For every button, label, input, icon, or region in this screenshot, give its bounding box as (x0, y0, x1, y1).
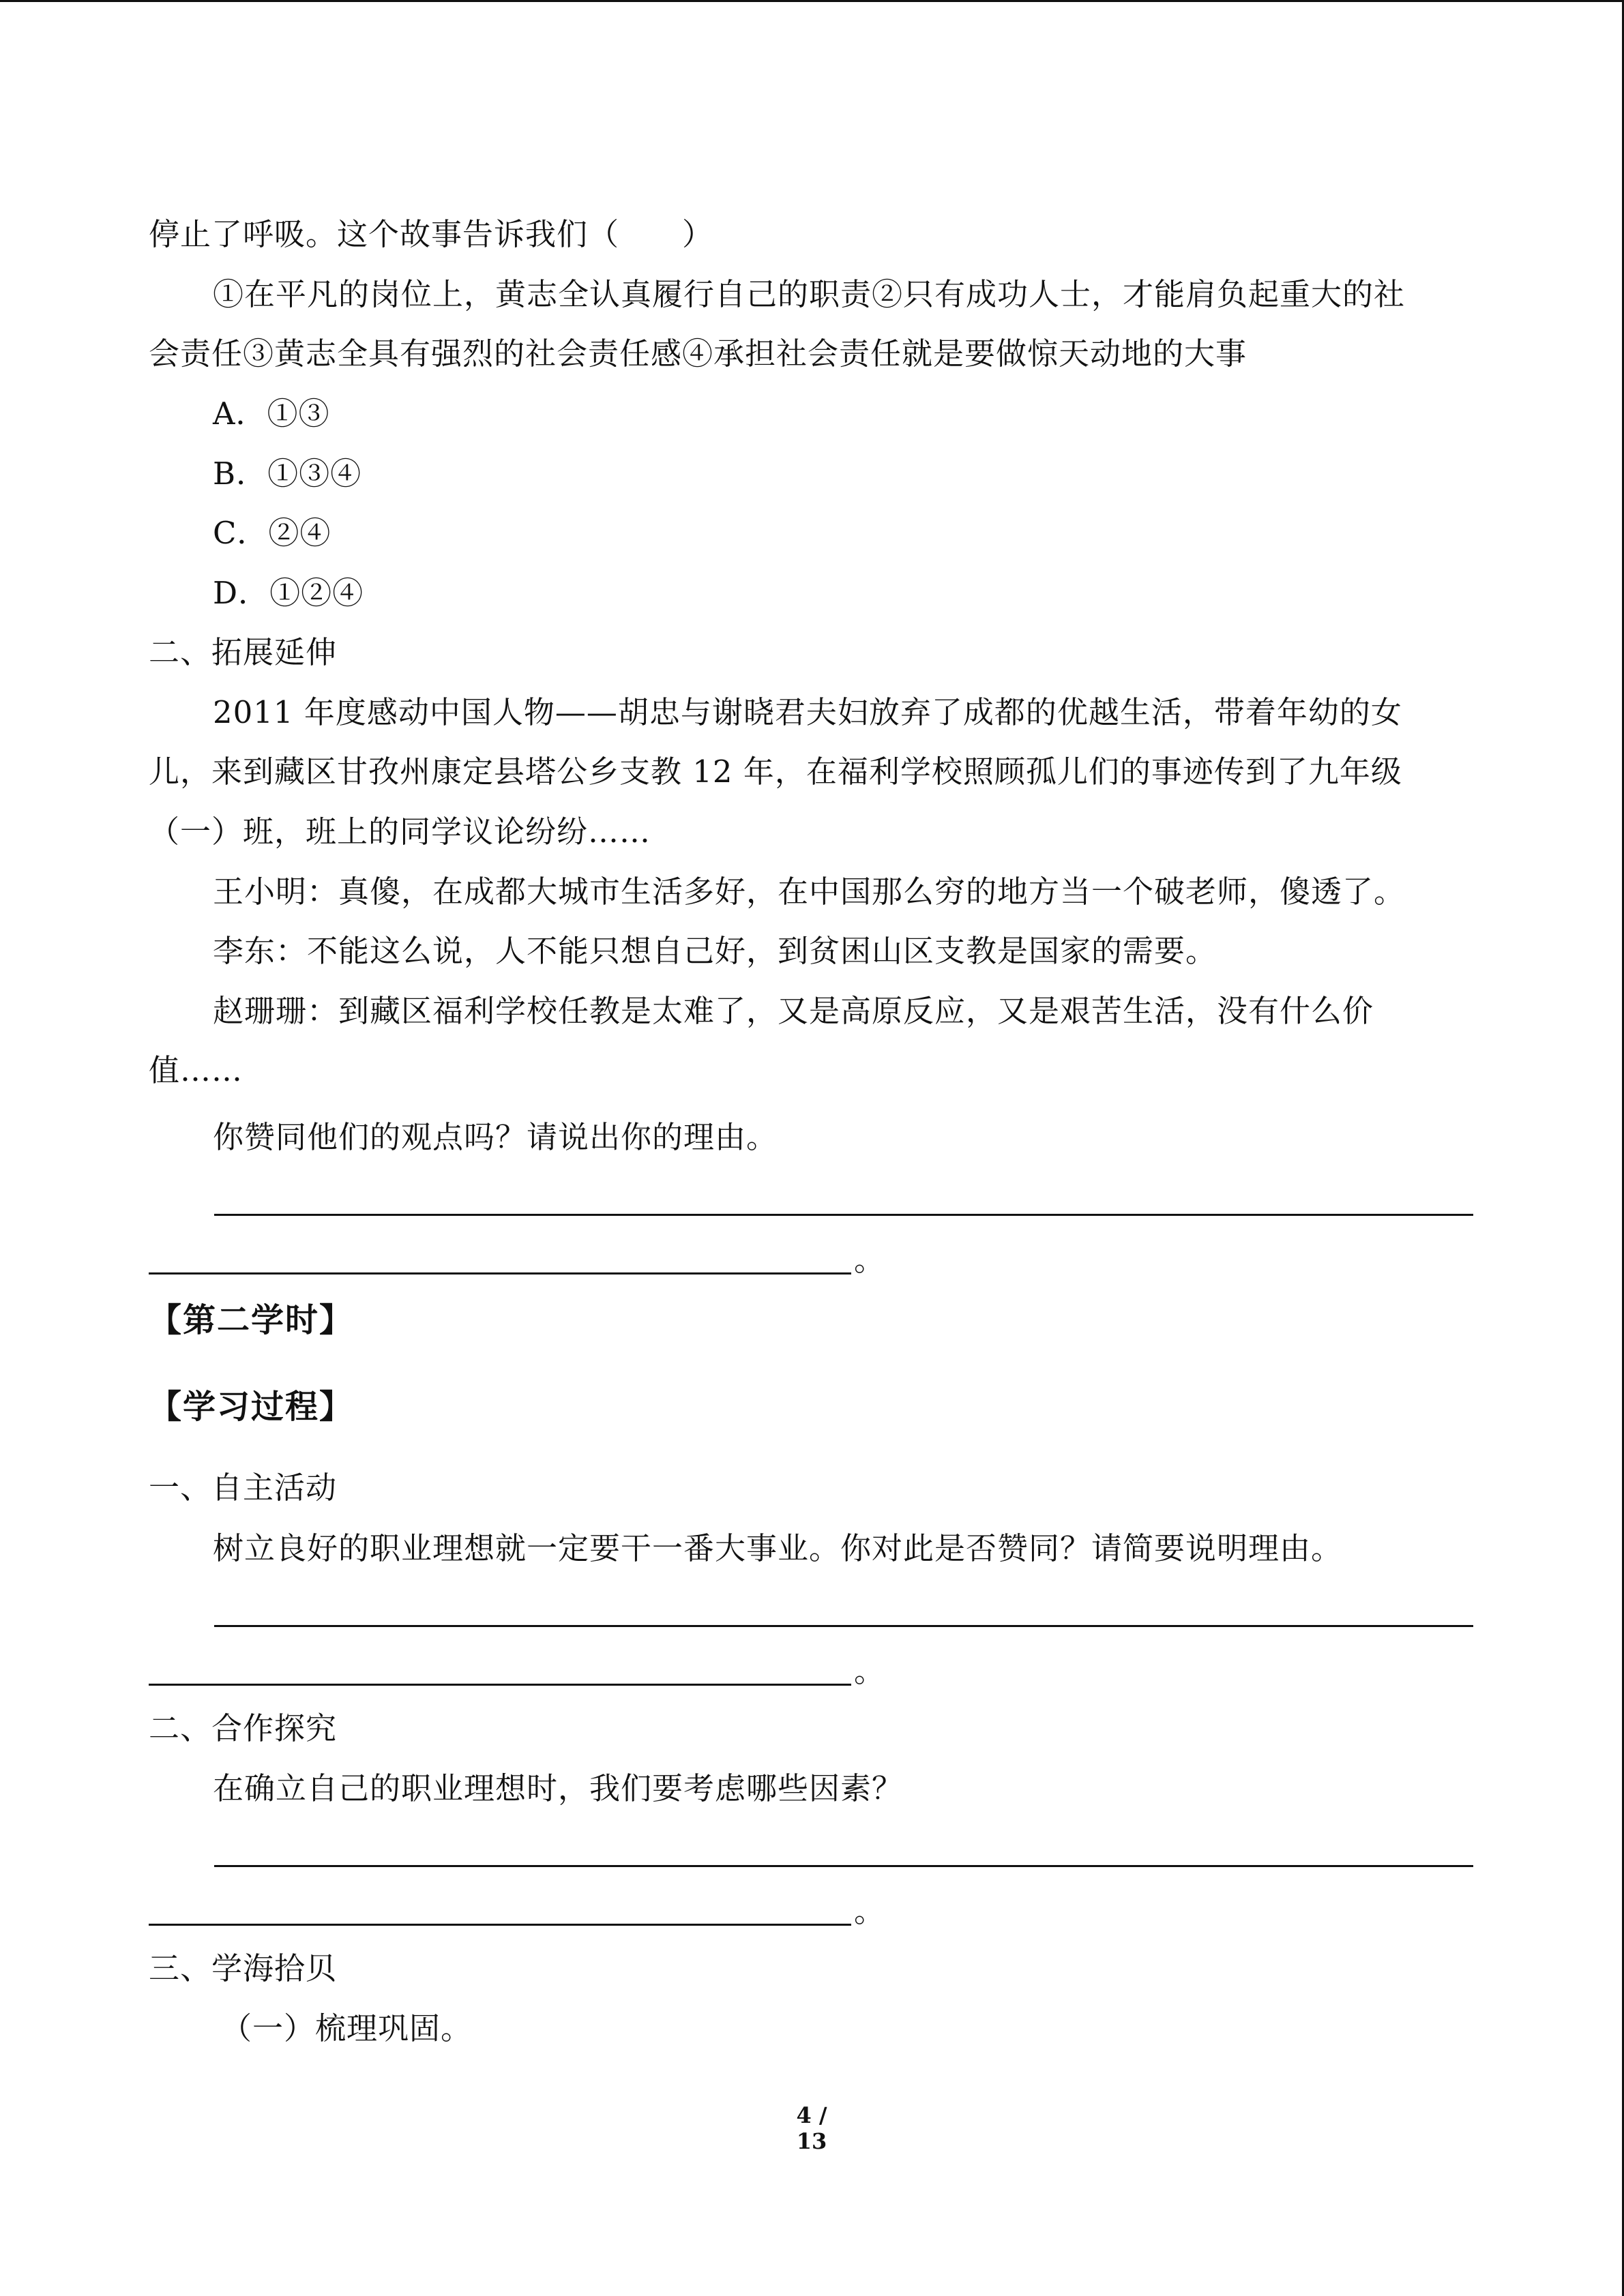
section-cooperation-heading: 二、合作探究 (149, 1710, 338, 1746)
answer-period: 。 (854, 1242, 885, 1278)
answer-line[interactable] (149, 1272, 851, 1274)
opinion-li: 李东：不能这么说，人不能只想自己好，到贫困山区支教是国家的需要。 (213, 933, 1217, 969)
answer-period: 。 (854, 1893, 885, 1929)
section-shell-heading: 三、学海拾贝 (149, 1950, 338, 1986)
answer-period: 。 (854, 1653, 885, 1689)
opinion-zhao-line-2: 值…… (149, 1052, 243, 1088)
page-frame-top (0, 0, 1624, 2)
statements-line-1: ①在平凡的岗位上，黄志全认真履行自己的职责②只有成功人士，才能肩负起重大的社 (213, 276, 1406, 312)
option-b: B．①③④ (213, 456, 362, 492)
statements-line-2: 会责任③黄志全具有强烈的社会责任感④承担社会责任就是要做惊天动地的大事 (149, 336, 1247, 372)
answer-line[interactable] (214, 1214, 1473, 1216)
extend-paragraph-line-1: 2011 年度感动中国人物——胡忠与谢晓君夫妇放弃了成都的优越生活，带着年幼的女 (213, 694, 1402, 730)
option-c: C．②④ (213, 515, 331, 551)
section-autonomous-heading: 一、自主活动 (149, 1470, 338, 1506)
lesson-two-title: 【第二学时】 (149, 1301, 354, 1339)
cooperation-question: 在确立自己的职业理想时，我们要考虑哪些因素？ (213, 1770, 904, 1806)
autonomous-question: 树立良好的职业理想就一定要干一番大事业。你对此是否赞同？请简要说明理由。 (213, 1530, 1343, 1566)
answer-line[interactable] (214, 1865, 1473, 1867)
question-tail: 停止了呼吸。这个故事告诉我们（ ） (149, 216, 714, 252)
learning-process-title: 【学习过程】 (149, 1388, 354, 1426)
extend-paragraph-line-3: （一）班，班上的同学议论纷纷…… (149, 814, 651, 850)
page-number: 4 / 13 (796, 2102, 827, 2154)
extend-question: 你赞同他们的观点吗？请说出你的理由。 (213, 1119, 778, 1155)
extend-paragraph-line-2: 儿，来到藏区甘孜州康定县塔公乡支教 12 年，在福利学校照顾孤儿们的事迹传到了九年级 (149, 754, 1402, 790)
section-extend-heading: 二、拓展延伸 (149, 634, 338, 670)
option-d: D．①②④ (213, 575, 364, 611)
option-a: A．①③ (213, 396, 330, 432)
answer-line[interactable] (149, 1924, 851, 1926)
opinion-zhao-line-1: 赵珊珊：到藏区福利学校任教是太难了，又是高原反应，又是艰苦生活，没有什么价 (213, 993, 1374, 1029)
opinion-wang: 王小明：真傻，在成都大城市生活多好，在中国那么穷的地方当一个破老师，傻透了。 (213, 874, 1406, 910)
shell-subsection: （一）梳理巩固。 (221, 2010, 473, 2046)
answer-line[interactable] (149, 1684, 851, 1686)
answer-line[interactable] (214, 1625, 1473, 1627)
